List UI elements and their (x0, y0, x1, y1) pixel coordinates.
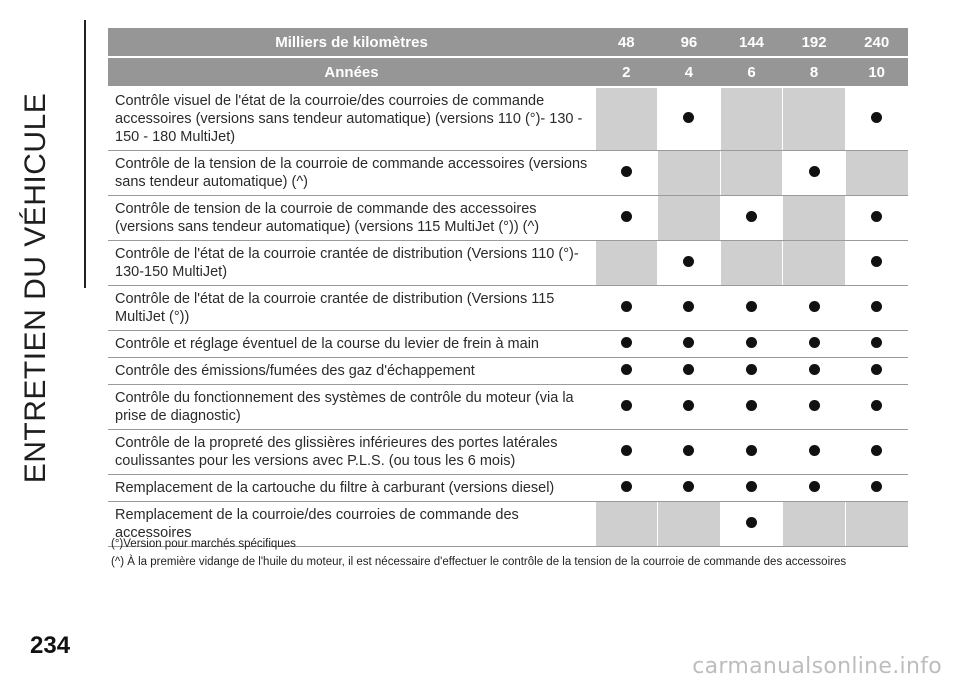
maintenance-schedule-table (108, 28, 908, 547)
page-number: 234 (30, 632, 71, 659)
table-row (108, 241, 908, 286)
scheduled-cell (845, 358, 908, 385)
scheduled-cell (595, 196, 658, 241)
empty-cell (658, 151, 721, 196)
table-row (108, 331, 908, 358)
row-description: Contrôle de la propreté des glissières inférieures des portes latérales coulissantes pour les versions avec P.L.S. (ou tous les 6 mois) (108, 430, 595, 475)
bullet-icon (809, 166, 820, 177)
scheduled-cell (845, 196, 908, 241)
bullet-icon (871, 112, 882, 123)
row-description: Contrôle des émissions/fumées des gaz d'échappement (108, 358, 595, 385)
scheduled-cell (783, 286, 846, 331)
table-row (108, 151, 908, 196)
header-km-value: 144 (720, 28, 783, 57)
bullet-icon (683, 337, 694, 348)
scheduled-cell (658, 430, 721, 475)
bullet-icon (683, 445, 694, 456)
scheduled-cell (783, 475, 846, 502)
scheduled-cell (595, 331, 658, 358)
bullet-icon (746, 364, 757, 375)
scheduled-cell (845, 286, 908, 331)
bullet-icon (809, 481, 820, 492)
bullet-icon (621, 364, 632, 375)
scheduled-cell (783, 430, 846, 475)
empty-cell (595, 241, 658, 286)
scheduled-cell (658, 385, 721, 430)
empty-cell (783, 87, 846, 151)
bullet-icon (746, 517, 757, 528)
scheduled-cell (783, 385, 846, 430)
footnote-markets: (°)Version pour marchés spécifiques (111, 538, 296, 550)
scheduled-cell (783, 151, 846, 196)
scheduled-cell (845, 430, 908, 475)
table-row (108, 358, 908, 385)
bullet-icon (809, 400, 820, 411)
table-row (108, 286, 908, 331)
empty-cell (720, 151, 783, 196)
header-km-value: 96 (658, 28, 721, 57)
scheduled-cell (595, 151, 658, 196)
scheduled-cell (783, 331, 846, 358)
scheduled-cell (845, 241, 908, 286)
scheduled-cell (845, 331, 908, 358)
section-divider (84, 20, 86, 288)
scheduled-cell (658, 475, 721, 502)
scheduled-cell (595, 475, 658, 502)
bullet-icon (871, 256, 882, 267)
empty-cell (783, 241, 846, 286)
row-description: Contrôle du fonctionnement des systèmes de contrôle du moteur (via la prise de diagnostic) (108, 385, 595, 430)
table-body (108, 87, 908, 547)
bullet-icon (621, 211, 632, 222)
table-row (108, 385, 908, 430)
bullet-icon (683, 112, 694, 123)
section-title-text: ENTRETIEN DU VÉHICULE (19, 92, 52, 484)
table-row (108, 475, 908, 502)
scheduled-cell (845, 87, 908, 151)
bullet-icon (809, 301, 820, 312)
bullet-icon (809, 364, 820, 375)
bullet-icon (621, 481, 632, 492)
empty-cell (845, 151, 908, 196)
scheduled-cell (658, 331, 721, 358)
header-km-value: 240 (845, 28, 908, 57)
bullet-icon (746, 337, 757, 348)
empty-cell (658, 196, 721, 241)
header-km-value: 48 (595, 28, 658, 57)
scheduled-cell (783, 358, 846, 385)
bullet-icon (871, 364, 882, 375)
bullet-icon (871, 445, 882, 456)
scheduled-cell (595, 430, 658, 475)
bullet-icon (621, 400, 632, 411)
bullet-icon (683, 400, 694, 411)
bullet-icon (746, 400, 757, 411)
row-description: Contrôle de l'état de la courroie crantée de distribution (Versions 110 (°)- 130-150 MultiJet) (108, 241, 595, 286)
header-year-value: 8 (783, 57, 846, 87)
header-km-value: 192 (783, 28, 846, 57)
scheduled-cell (658, 87, 721, 151)
bullet-icon (621, 445, 632, 456)
bullet-icon (809, 445, 820, 456)
bullet-icon (871, 481, 882, 492)
scheduled-cell (658, 358, 721, 385)
empty-cell (783, 502, 846, 547)
scheduled-cell (845, 385, 908, 430)
bullet-icon (871, 337, 882, 348)
row-description: Contrôle de la tension de la courroie de commande accessoires (versions sans tendeur automatique) (^) (108, 151, 595, 196)
bullet-icon (746, 481, 757, 492)
table-row (108, 430, 908, 475)
scheduled-cell (658, 241, 721, 286)
row-description: Contrôle de tension de la courroie de commande des accessoires (versions sans tendeur automatique) (versions 115 MultiJet (°)) (^) (108, 196, 595, 241)
header-year-value: 2 (595, 57, 658, 87)
header-year-value: 4 (658, 57, 721, 87)
header-year-value: 6 (720, 57, 783, 87)
scheduled-cell (720, 385, 783, 430)
scheduled-cell (658, 286, 721, 331)
scheduled-cell (595, 385, 658, 430)
scheduled-cell (595, 286, 658, 331)
bullet-icon (746, 211, 757, 222)
row-description: Contrôle visuel de l'état de la courroie/des courroies de commande accessoires (versions sans tendeur automatique) (versions 110 (°)- 130 - 150 - 180 MultiJet) (108, 87, 595, 151)
bullet-icon (683, 364, 694, 375)
scheduled-cell (720, 286, 783, 331)
table-row (108, 87, 908, 151)
bullet-icon (621, 301, 632, 312)
scheduled-cell (720, 502, 783, 547)
empty-cell (720, 241, 783, 286)
header-km-label: Milliers de kilomètres (108, 28, 595, 57)
scheduled-cell (845, 475, 908, 502)
watermark: carmanualsonline.info (692, 654, 942, 679)
empty-cell (658, 502, 721, 547)
scheduled-cell (720, 358, 783, 385)
bullet-icon (621, 337, 632, 348)
header-year-value: 10 (845, 57, 908, 87)
bullet-icon (871, 301, 882, 312)
scheduled-cell (595, 358, 658, 385)
row-description: Remplacement de la courroie/des courroies de commande des accessoires (108, 502, 595, 547)
header-years-label: Années (108, 57, 595, 87)
empty-cell (845, 502, 908, 547)
bullet-icon (746, 445, 757, 456)
scheduled-cell (720, 430, 783, 475)
row-description: Contrôle de l'état de la courroie crantée de distribution (Versions 115 MultiJet (°)) (108, 286, 595, 331)
bullet-icon (683, 481, 694, 492)
bullet-icon (683, 301, 694, 312)
header-row-years (108, 57, 908, 87)
empty-cell (783, 196, 846, 241)
empty-cell (595, 87, 658, 151)
bullet-icon (683, 256, 694, 267)
bullet-icon (809, 337, 820, 348)
scheduled-cell (720, 196, 783, 241)
row-description: Remplacement de la cartouche du filtre à carburant (versions diesel) (108, 475, 595, 502)
bullet-icon (871, 400, 882, 411)
footnote-belt-tension: (^) À la première vidange de l'huile du moteur, il est nécessaire d'effectuer le contrôle de la tension de la courroie de commande des accessoires (111, 556, 847, 568)
empty-cell (595, 502, 658, 547)
row-description: Contrôle et réglage éventuel de la course du levier de frein à main (108, 331, 595, 358)
scheduled-cell (720, 475, 783, 502)
scheduled-cell (720, 331, 783, 358)
empty-cell (720, 87, 783, 151)
bullet-icon (621, 166, 632, 177)
table-row (108, 196, 908, 241)
bullet-icon (871, 211, 882, 222)
bullet-icon (746, 301, 757, 312)
header-row-km (108, 28, 908, 57)
